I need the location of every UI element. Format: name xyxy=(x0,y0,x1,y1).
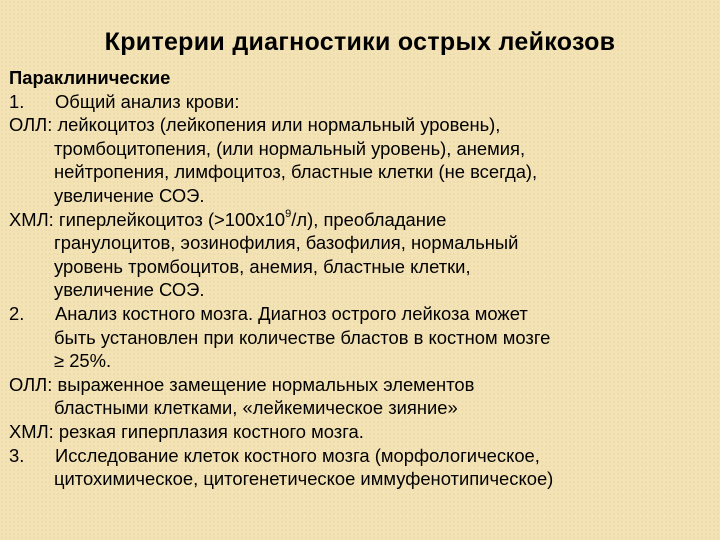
hml-blood-line-4: увеличение СОЭ. xyxy=(54,279,205,301)
list-item-2-line-1 xyxy=(9,302,717,326)
list-item-1-number: 1. xyxy=(9,90,25,112)
list-item-3 xyxy=(9,444,717,491)
oll-blood-paragraph xyxy=(9,113,717,207)
hml-blood-line-1-start: ХМЛ: гиперлейкоцитоз (>100х10 xyxy=(9,208,286,230)
list-item-3-text: Исследование клеток костного мозга (морфологическое, xyxy=(55,444,540,466)
hml-blood-line-1-end: /л), преобладание xyxy=(291,208,447,230)
hml-marrow-line: ХМЛ: резкая гиперплазия костного мозга. xyxy=(9,420,364,442)
slide-content xyxy=(9,66,717,491)
list-item-2-line-2: быть установлен при количестве бластов в костном мозге xyxy=(54,326,551,348)
list-item-2 xyxy=(9,302,717,373)
list-item-2-line-3: ≥ 25%. xyxy=(54,350,112,372)
list-item-2-number: 2. xyxy=(9,302,25,324)
oll-marrow-line-1: ОЛЛ: выраженное замещение нормальных элементов xyxy=(9,373,475,395)
hml-blood-line-1 xyxy=(9,208,717,232)
hml-blood-paragraph xyxy=(9,208,717,302)
oll-blood-line-2: тромбоцитопения, (или нормальный уровень), анемия, xyxy=(54,137,526,159)
list-item-3-line-1 xyxy=(9,444,717,468)
list-item-1-text: Общий анализ крови: xyxy=(55,90,240,112)
oll-blood-line-4: увеличение СОЭ. xyxy=(54,184,205,206)
hml-blood-exponent: 9 xyxy=(285,208,292,221)
section-subheading: Параклинические xyxy=(9,67,171,88)
list-item-2-text: Анализ костного мозга. Диагноз острого лейкоза может xyxy=(55,302,528,324)
hml-blood-line-3: уровень тромбоцитов, анемия, бластные клетки, xyxy=(54,255,471,277)
oll-marrow-paragraph xyxy=(9,373,717,420)
list-item-1 xyxy=(9,90,717,114)
hml-blood-line-2: гранулоцитов, эозинофилия, базофилия, нормальный xyxy=(54,232,519,254)
slide-title: Критерии диагностики острых лейкозов xyxy=(104,28,616,56)
oll-blood-line-3: нейтропения, лимфоцитоз, бластные клетки (не всегда), xyxy=(54,161,538,183)
oll-blood-line-1: ОЛЛ: лейкоцитоз (лейкопения или нормальный уровень), xyxy=(9,114,501,136)
list-item-3-line-2: цитохимическое, цитогенетическое иммуфенотипическое) xyxy=(54,468,554,490)
oll-marrow-line-2: бластными клетками, «лейкемическое зияние» xyxy=(54,397,458,419)
list-item-3-number: 3. xyxy=(9,444,25,466)
